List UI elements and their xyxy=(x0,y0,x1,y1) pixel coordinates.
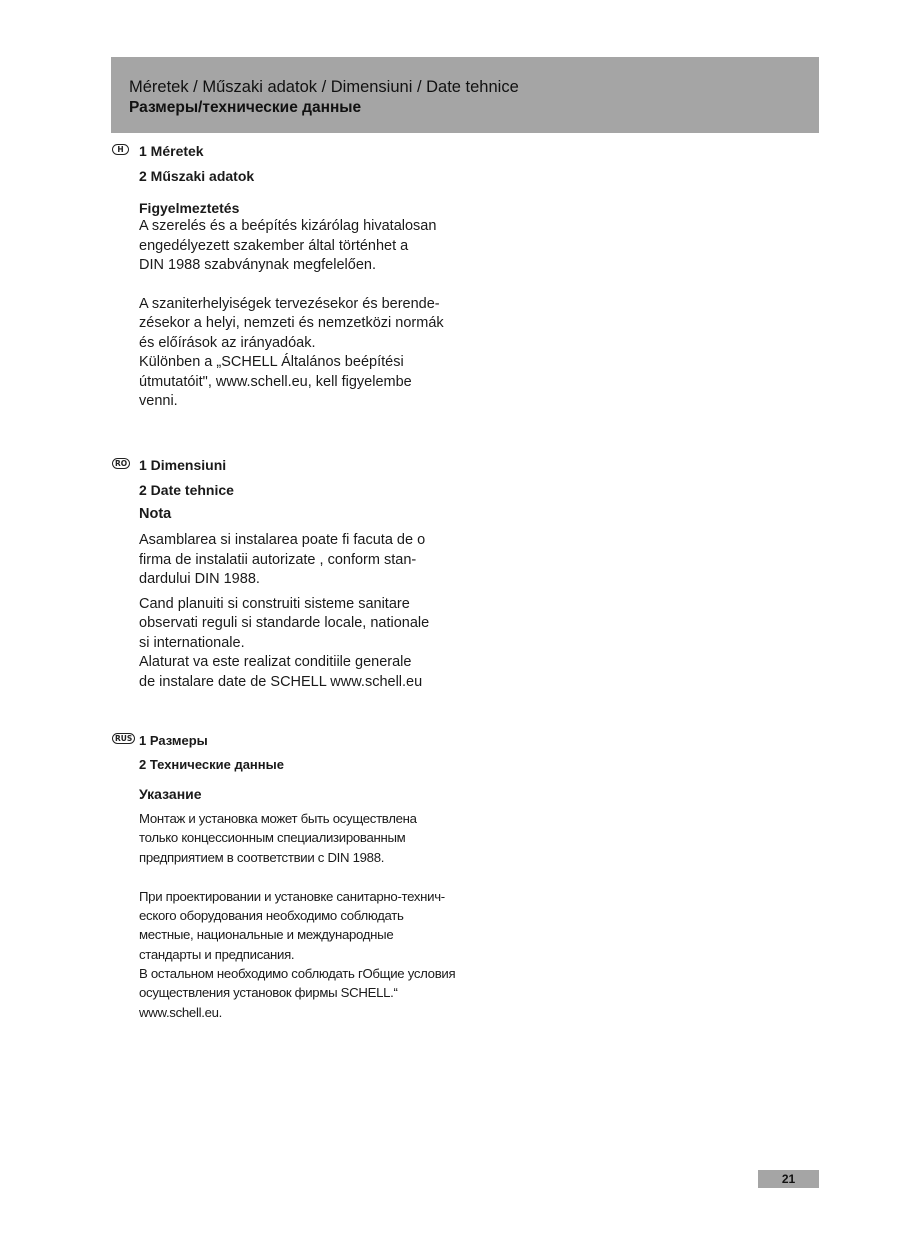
section-romanian xyxy=(115,457,459,692)
language-badge-hu: H xyxy=(112,144,129,155)
paragraph-installation: Монтаж и установка может быть осуществлена только концессионным специализированным предприятием в соответствии с DIN 1988. xyxy=(139,811,417,865)
heading-note: Nota xyxy=(139,506,172,522)
heading-technical-data: 2 Date tehnice xyxy=(139,482,234,498)
paragraph-installation: Asamblarea si instalarea poate fi facuta de o firma de instalatii autorizate , conform stan- dardului DIN 1988. xyxy=(139,532,426,587)
header-title-line1: Méretek / Műszaki adatok / Dimensiuni / Date tehnice xyxy=(129,78,519,96)
paragraph-installation: A szerelés és a beépítés kizárólag hivatalosan engedélyezett szakember által történhet a DIN 1988 szabványnak megfelelően. xyxy=(139,218,437,273)
section-hungarian xyxy=(117,143,459,412)
language-badge-ro: RO xyxy=(112,458,130,469)
heading-technical-data: 2 Технические данные xyxy=(139,757,284,772)
paragraph-planning: Cand planuiti si construiti sisteme sanitare observati reguli si standarde locale, nationale si internationale. Alaturat va este realizat conditiile generale de instalare date de SCHELL www.schell.eu xyxy=(139,595,430,690)
heading-dimensions: 1 Размеры xyxy=(139,733,208,748)
heading-technical-data: 2 Műszaki adatok xyxy=(139,168,255,184)
heading-note: Указание xyxy=(139,786,202,802)
heading-note: Figyelmeztetés xyxy=(139,200,240,216)
section-russian xyxy=(115,732,459,1022)
paragraph-planning: При проектировании и установке санитарно-технич- еского оборудования необходимо соблюдать местные, национальные и международные стандарты и предписания. В остальном необходимо соблюдать гОбщие условия осуществления установок фирмы SCHELL.“ www.schell.eu. xyxy=(139,888,456,1020)
paragraph-planning: A szaniterhelyiségek tervezésekor és berende- zésekor a helyi, nemzeti és nemzetközi normák és előírások az irányadóak. Különben a „SCHELL Általános beépítési útmutatóit", www.schell.eu, kell figyelembe venni. xyxy=(139,295,444,409)
page-number: 21 xyxy=(758,1170,819,1188)
heading-dimensions: 1 Méretek xyxy=(139,143,204,159)
header-bar xyxy=(111,57,819,133)
header-title-line2: Размеры/технические данные xyxy=(129,99,362,116)
language-badge-rus: RUS xyxy=(112,733,135,744)
heading-dimensions: 1 Dimensiuni xyxy=(139,457,227,473)
